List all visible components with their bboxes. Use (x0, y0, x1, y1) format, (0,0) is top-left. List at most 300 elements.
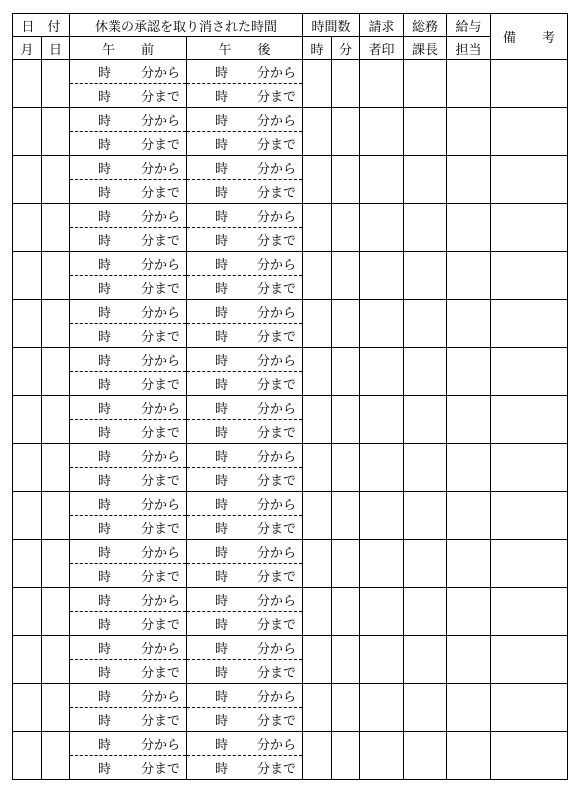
minute-label: 分から (256, 498, 296, 513)
payroll-cell[interactable] (447, 348, 491, 396)
hour-label: 時 (98, 282, 112, 297)
minute-label: 分まで (140, 186, 180, 201)
hour-label: 時 (98, 450, 112, 465)
minute-label: 分から (256, 594, 296, 609)
pm-until-cell[interactable] (187, 612, 303, 636)
remarks-cell[interactable] (491, 732, 568, 780)
month-cell[interactable] (13, 252, 42, 300)
am-until-cell[interactable] (70, 276, 187, 300)
day-cell[interactable] (42, 348, 70, 396)
hour-label: 時 (98, 522, 112, 537)
minutes-cell[interactable] (332, 540, 360, 588)
entry-row-top (13, 204, 568, 228)
minute-header: 分 (332, 37, 360, 60)
hours-cell[interactable] (303, 444, 332, 492)
pm-until-cell[interactable] (187, 708, 303, 732)
hour-label: 時 (98, 402, 112, 417)
am-from-cell[interactable] (70, 300, 187, 324)
requester-seal-cell[interactable] (360, 252, 404, 300)
pm-until-cell[interactable] (187, 132, 303, 156)
am-from-cell[interactable] (70, 636, 187, 660)
hours-cell[interactable] (303, 60, 332, 108)
hours-cell[interactable] (303, 156, 332, 204)
hour-label: 時 (98, 618, 112, 633)
pm-until-cell[interactable] (187, 516, 303, 540)
minute-label: 分から (140, 546, 180, 561)
pm-from-cell[interactable] (187, 252, 303, 276)
day-cell[interactable] (42, 540, 70, 588)
entry-row-top (13, 348, 568, 372)
pm-from-cell[interactable] (187, 156, 303, 180)
requester-seal-cell[interactable] (360, 492, 404, 540)
minute-label: 分から (140, 450, 180, 465)
hours-cell[interactable] (303, 348, 332, 396)
hour-label: 時 (215, 330, 229, 345)
minute-label: 分まで (256, 186, 296, 201)
hour-label: 時 (215, 594, 229, 609)
pm-from-cell[interactable] (187, 540, 303, 564)
hour-label: 時 (215, 258, 229, 273)
pm-until-cell[interactable] (187, 660, 303, 684)
minute-label: 分まで (256, 234, 296, 249)
minute-label: 分まで (140, 714, 180, 729)
payroll-cell[interactable] (447, 732, 491, 780)
am-until-cell[interactable] (70, 516, 187, 540)
hour-label: 時 (98, 234, 112, 249)
am-until-cell[interactable] (70, 420, 187, 444)
general-affairs-cell[interactable] (404, 732, 447, 780)
month-cell[interactable] (13, 108, 42, 156)
minute-label: 分まで (256, 138, 296, 153)
entry-row-top (13, 108, 568, 132)
day-header: 日 (42, 37, 70, 60)
remarks-cell[interactable] (491, 540, 568, 588)
approval-cancel-header: 休業の承認を取り消された時間 (70, 14, 303, 37)
remarks-cell[interactable] (491, 684, 568, 732)
hours-cell[interactable] (303, 108, 332, 156)
day-cell[interactable] (42, 588, 70, 636)
payroll-cell[interactable] (447, 396, 491, 444)
month-cell[interactable] (13, 204, 42, 252)
am-from-cell[interactable] (70, 732, 187, 756)
am-until-cell[interactable] (70, 708, 187, 732)
month-cell[interactable] (13, 156, 42, 204)
remarks-cell[interactable] (491, 60, 568, 108)
payroll-cell[interactable] (447, 444, 491, 492)
remarks-cell[interactable] (491, 204, 568, 252)
entry-row-top (13, 444, 568, 468)
general-affairs-cell[interactable] (404, 636, 447, 684)
hour-label: 時 (215, 762, 229, 777)
entry-row-top (13, 252, 568, 276)
requester-seal-cell[interactable] (360, 684, 404, 732)
minutes-cell[interactable] (332, 252, 360, 300)
remarks-cell[interactable] (491, 444, 568, 492)
minutes-cell[interactable] (332, 492, 360, 540)
hour-label: 時 (98, 642, 112, 657)
requester-seal-cell[interactable] (360, 156, 404, 204)
payroll-cell[interactable] (447, 300, 491, 348)
hour-label: 時 (215, 426, 229, 441)
minute-label: 分から (140, 498, 180, 513)
remarks-cell[interactable] (491, 588, 568, 636)
pm-header: 午 後 (187, 37, 303, 60)
hour-label: 時 (215, 474, 229, 489)
minutes-cell[interactable] (332, 348, 360, 396)
day-cell[interactable] (42, 732, 70, 780)
minute-label: 分から (256, 450, 296, 465)
requester-seal-header-bottom: 者印 (360, 37, 404, 60)
pm-until-cell[interactable] (187, 228, 303, 252)
pm-until-cell[interactable] (187, 84, 303, 108)
remarks-cell[interactable] (491, 252, 568, 300)
am-until-cell[interactable] (70, 324, 187, 348)
hour-label: 時 (98, 690, 112, 705)
requester-seal-cell[interactable] (360, 204, 404, 252)
hour-label: 時 (215, 282, 229, 297)
pm-until-cell[interactable] (187, 420, 303, 444)
hour-label: 時 (215, 234, 229, 249)
pm-until-cell[interactable] (187, 372, 303, 396)
payroll-cell[interactable] (447, 156, 491, 204)
hour-label: 時 (98, 738, 112, 753)
entry-row-top (13, 732, 568, 756)
month-cell[interactable] (13, 588, 42, 636)
pm-until-cell[interactable] (187, 468, 303, 492)
minute-label: 分まで (256, 90, 296, 105)
hour-label: 時 (98, 162, 112, 177)
am-until-cell[interactable] (70, 132, 187, 156)
payroll-cell[interactable] (447, 684, 491, 732)
month-cell[interactable] (13, 444, 42, 492)
remarks-cell[interactable] (491, 300, 568, 348)
am-from-cell[interactable] (70, 444, 187, 468)
hour-label: 時 (98, 258, 112, 273)
hour-label: 時 (215, 522, 229, 537)
remarks-cell[interactable] (491, 108, 568, 156)
hour-label: 時 (215, 546, 229, 561)
payroll-cell[interactable] (447, 588, 491, 636)
pm-from-cell[interactable] (187, 60, 303, 84)
remarks-cell[interactable] (491, 348, 568, 396)
am-from-cell[interactable] (70, 60, 187, 84)
day-cell[interactable] (42, 60, 70, 108)
am-until-cell[interactable] (70, 468, 187, 492)
remarks-cell[interactable] (491, 156, 568, 204)
hour-label: 時 (98, 90, 112, 105)
payroll-cell[interactable] (447, 60, 491, 108)
hour-label: 時 (98, 570, 112, 585)
general-affairs-cell[interactable] (404, 204, 447, 252)
hour-label: 時 (215, 378, 229, 393)
am-from-cell[interactable] (70, 204, 187, 228)
pm-from-cell[interactable] (187, 108, 303, 132)
month-cell[interactable] (13, 540, 42, 588)
general-affairs-cell[interactable] (404, 60, 447, 108)
remarks-cell[interactable] (491, 492, 568, 540)
day-cell[interactable] (42, 156, 70, 204)
minute-label: 分まで (140, 426, 180, 441)
month-cell[interactable] (13, 492, 42, 540)
am-header: 午 前 (70, 37, 187, 60)
hours-cell[interactable] (303, 636, 332, 684)
hour-label: 時 (98, 594, 112, 609)
requester-seal-cell[interactable] (360, 444, 404, 492)
minute-label: 分から (256, 114, 296, 129)
day-cell[interactable] (42, 684, 70, 732)
minutes-cell[interactable] (332, 108, 360, 156)
remarks-cell[interactable] (491, 396, 568, 444)
hour-label: 時 (215, 690, 229, 705)
month-cell[interactable] (13, 348, 42, 396)
hour-label: 時 (98, 114, 112, 129)
requester-seal-cell[interactable] (360, 540, 404, 588)
day-cell[interactable] (42, 396, 70, 444)
minute-label: 分まで (256, 330, 296, 345)
hour-label: 時 (215, 618, 229, 633)
pm-from-cell[interactable] (187, 492, 303, 516)
day-cell[interactable] (42, 636, 70, 684)
requester-seal-cell[interactable] (360, 636, 404, 684)
entry-row-top (13, 636, 568, 660)
requester-seal-cell[interactable] (360, 732, 404, 780)
payroll-cell[interactable] (447, 540, 491, 588)
day-cell[interactable] (42, 204, 70, 252)
minute-label: 分から (256, 690, 296, 705)
pm-from-cell[interactable] (187, 204, 303, 228)
payroll-cell[interactable] (447, 492, 491, 540)
pm-until-cell[interactable] (187, 564, 303, 588)
pm-from-cell[interactable] (187, 396, 303, 420)
hour-label: 時 (98, 714, 112, 729)
general-affairs-header-top: 総務 (404, 14, 447, 37)
hour-label: 時 (215, 138, 229, 153)
hour-label: 時 (98, 666, 112, 681)
am-until-cell[interactable] (70, 564, 187, 588)
minute-label: 分から (256, 210, 296, 225)
requester-seal-cell[interactable] (360, 588, 404, 636)
minutes-cell[interactable] (332, 684, 360, 732)
remarks-cell[interactable] (491, 636, 568, 684)
minutes-cell[interactable] (332, 732, 360, 780)
minute-label: 分から (140, 594, 180, 609)
pm-until-cell[interactable] (187, 756, 303, 780)
minutes-cell[interactable] (332, 204, 360, 252)
minute-label: 分まで (256, 666, 296, 681)
day-cell[interactable] (42, 108, 70, 156)
pm-from-cell[interactable] (187, 588, 303, 612)
month-cell[interactable] (13, 684, 42, 732)
hour-label: 時 (215, 450, 229, 465)
requester-seal-cell[interactable] (360, 60, 404, 108)
minute-label: 分まで (256, 378, 296, 393)
day-cell[interactable] (42, 444, 70, 492)
general-affairs-cell[interactable] (404, 396, 447, 444)
minute-label: 分まで (140, 522, 180, 537)
minute-label: 分まで (256, 426, 296, 441)
requester-seal-cell[interactable] (360, 348, 404, 396)
minute-label: 分から (140, 258, 180, 273)
minute-label: 分まで (256, 522, 296, 537)
leave-cancellation-form (12, 13, 568, 780)
general-affairs-cell[interactable] (404, 156, 447, 204)
pm-until-cell[interactable] (187, 324, 303, 348)
hour-label: 時 (215, 402, 229, 417)
entry-row-top (13, 588, 568, 612)
hour-label: 時 (215, 570, 229, 585)
day-cell[interactable] (42, 300, 70, 348)
minute-label: 分まで (140, 762, 180, 777)
hour-label: 時 (98, 138, 112, 153)
am-from-cell[interactable] (70, 348, 187, 372)
payroll-cell[interactable] (447, 252, 491, 300)
am-from-cell[interactable] (70, 588, 187, 612)
hour-label: 時 (98, 378, 112, 393)
hour-label: 時 (215, 90, 229, 105)
payroll-header-top: 給与 (447, 14, 491, 37)
minute-label: 分まで (140, 474, 180, 489)
hour-label: 時 (98, 306, 112, 321)
hour-label: 時 (215, 114, 229, 129)
month-cell[interactable] (13, 636, 42, 684)
hour-label: 時 (215, 66, 229, 81)
general-affairs-cell[interactable] (404, 444, 447, 492)
day-cell[interactable] (42, 492, 70, 540)
general-affairs-cell[interactable] (404, 492, 447, 540)
minute-label: 分から (140, 66, 180, 81)
am-until-cell[interactable] (70, 228, 187, 252)
pm-from-cell[interactable] (187, 300, 303, 324)
pm-until-cell[interactable] (187, 276, 303, 300)
am-from-cell[interactable] (70, 108, 187, 132)
minute-label: 分まで (256, 618, 296, 633)
hours-cell[interactable] (303, 540, 332, 588)
general-affairs-cell[interactable] (404, 588, 447, 636)
day-cell[interactable] (42, 252, 70, 300)
hour-label: 時 (98, 186, 112, 201)
minute-label: 分から (140, 354, 180, 369)
hour-label: 時 (98, 762, 112, 777)
entry-row-top (13, 492, 568, 516)
month-cell[interactable] (13, 396, 42, 444)
general-affairs-cell[interactable] (404, 684, 447, 732)
am-from-cell[interactable] (70, 156, 187, 180)
requester-seal-cell[interactable] (360, 108, 404, 156)
minutes-cell[interactable] (332, 588, 360, 636)
hour-header: 時 (303, 37, 332, 60)
entry-row-top (13, 396, 568, 420)
pm-from-cell[interactable] (187, 684, 303, 708)
minute-label: 分まで (140, 138, 180, 153)
am-until-cell[interactable] (70, 180, 187, 204)
general-affairs-cell[interactable] (404, 300, 447, 348)
requester-seal-cell[interactable] (360, 396, 404, 444)
hours-cell[interactable] (303, 684, 332, 732)
payroll-header-bottom: 担当 (447, 37, 491, 60)
minute-label: 分まで (140, 330, 180, 345)
minute-label: 分から (140, 690, 180, 705)
hour-label: 時 (98, 426, 112, 441)
minute-label: 分から (140, 738, 180, 753)
minutes-cell[interactable] (332, 156, 360, 204)
hour-label: 時 (215, 306, 229, 321)
hours-cell[interactable] (303, 252, 332, 300)
hours-cell[interactable] (303, 204, 332, 252)
am-from-cell[interactable] (70, 252, 187, 276)
entry-row-top (13, 60, 568, 84)
hours-cell[interactable] (303, 300, 332, 348)
minute-label: 分から (256, 66, 296, 81)
minute-label: 分から (140, 162, 180, 177)
requester-seal-header-top: 請求 (360, 14, 404, 37)
minute-label: 分から (256, 258, 296, 273)
minute-label: 分まで (140, 90, 180, 105)
am-from-cell[interactable] (70, 684, 187, 708)
hours-cell[interactable] (303, 732, 332, 780)
minute-label: 分から (256, 354, 296, 369)
hours-cell[interactable] (303, 588, 332, 636)
minute-label: 分から (140, 402, 180, 417)
month-cell[interactable] (13, 60, 42, 108)
hours-cell[interactable] (303, 396, 332, 444)
pm-until-cell[interactable] (187, 180, 303, 204)
am-until-cell[interactable] (70, 756, 187, 780)
payroll-cell[interactable] (447, 204, 491, 252)
hour-label: 時 (98, 210, 112, 225)
hours-cell[interactable] (303, 492, 332, 540)
minute-label: 分から (140, 642, 180, 657)
entry-row-top (13, 300, 568, 324)
am-until-cell[interactable] (70, 84, 187, 108)
am-from-cell[interactable] (70, 396, 187, 420)
month-cell[interactable] (13, 300, 42, 348)
requester-seal-cell[interactable] (360, 300, 404, 348)
minutes-cell[interactable] (332, 396, 360, 444)
general-affairs-cell[interactable] (404, 348, 447, 396)
minutes-cell[interactable] (332, 300, 360, 348)
general-affairs-cell[interactable] (404, 540, 447, 588)
hour-label: 時 (215, 738, 229, 753)
pm-from-cell[interactable] (187, 348, 303, 372)
minute-label: 分から (256, 738, 296, 753)
minute-label: 分から (140, 210, 180, 225)
pm-from-cell[interactable] (187, 636, 303, 660)
minute-label: 分から (256, 642, 296, 657)
minute-label: 分から (256, 162, 296, 177)
minutes-cell[interactable] (332, 636, 360, 684)
am-until-cell[interactable] (70, 372, 187, 396)
am-until-cell[interactable] (70, 612, 187, 636)
hours-header: 時間数 (303, 14, 360, 37)
general-affairs-cell[interactable] (404, 108, 447, 156)
minute-label: 分まで (140, 282, 180, 297)
month-cell[interactable] (13, 732, 42, 780)
minutes-cell[interactable] (332, 444, 360, 492)
hour-label: 時 (215, 666, 229, 681)
am-from-cell[interactable] (70, 492, 187, 516)
am-until-cell[interactable] (70, 660, 187, 684)
minutes-cell[interactable] (332, 60, 360, 108)
pm-from-cell[interactable] (187, 732, 303, 756)
minute-label: 分まで (256, 282, 296, 297)
hour-label: 時 (215, 714, 229, 729)
minute-label: 分まで (256, 762, 296, 777)
payroll-cell[interactable] (447, 108, 491, 156)
am-from-cell[interactable] (70, 540, 187, 564)
general-affairs-cell[interactable] (404, 252, 447, 300)
pm-from-cell[interactable] (187, 444, 303, 468)
payroll-cell[interactable] (447, 636, 491, 684)
